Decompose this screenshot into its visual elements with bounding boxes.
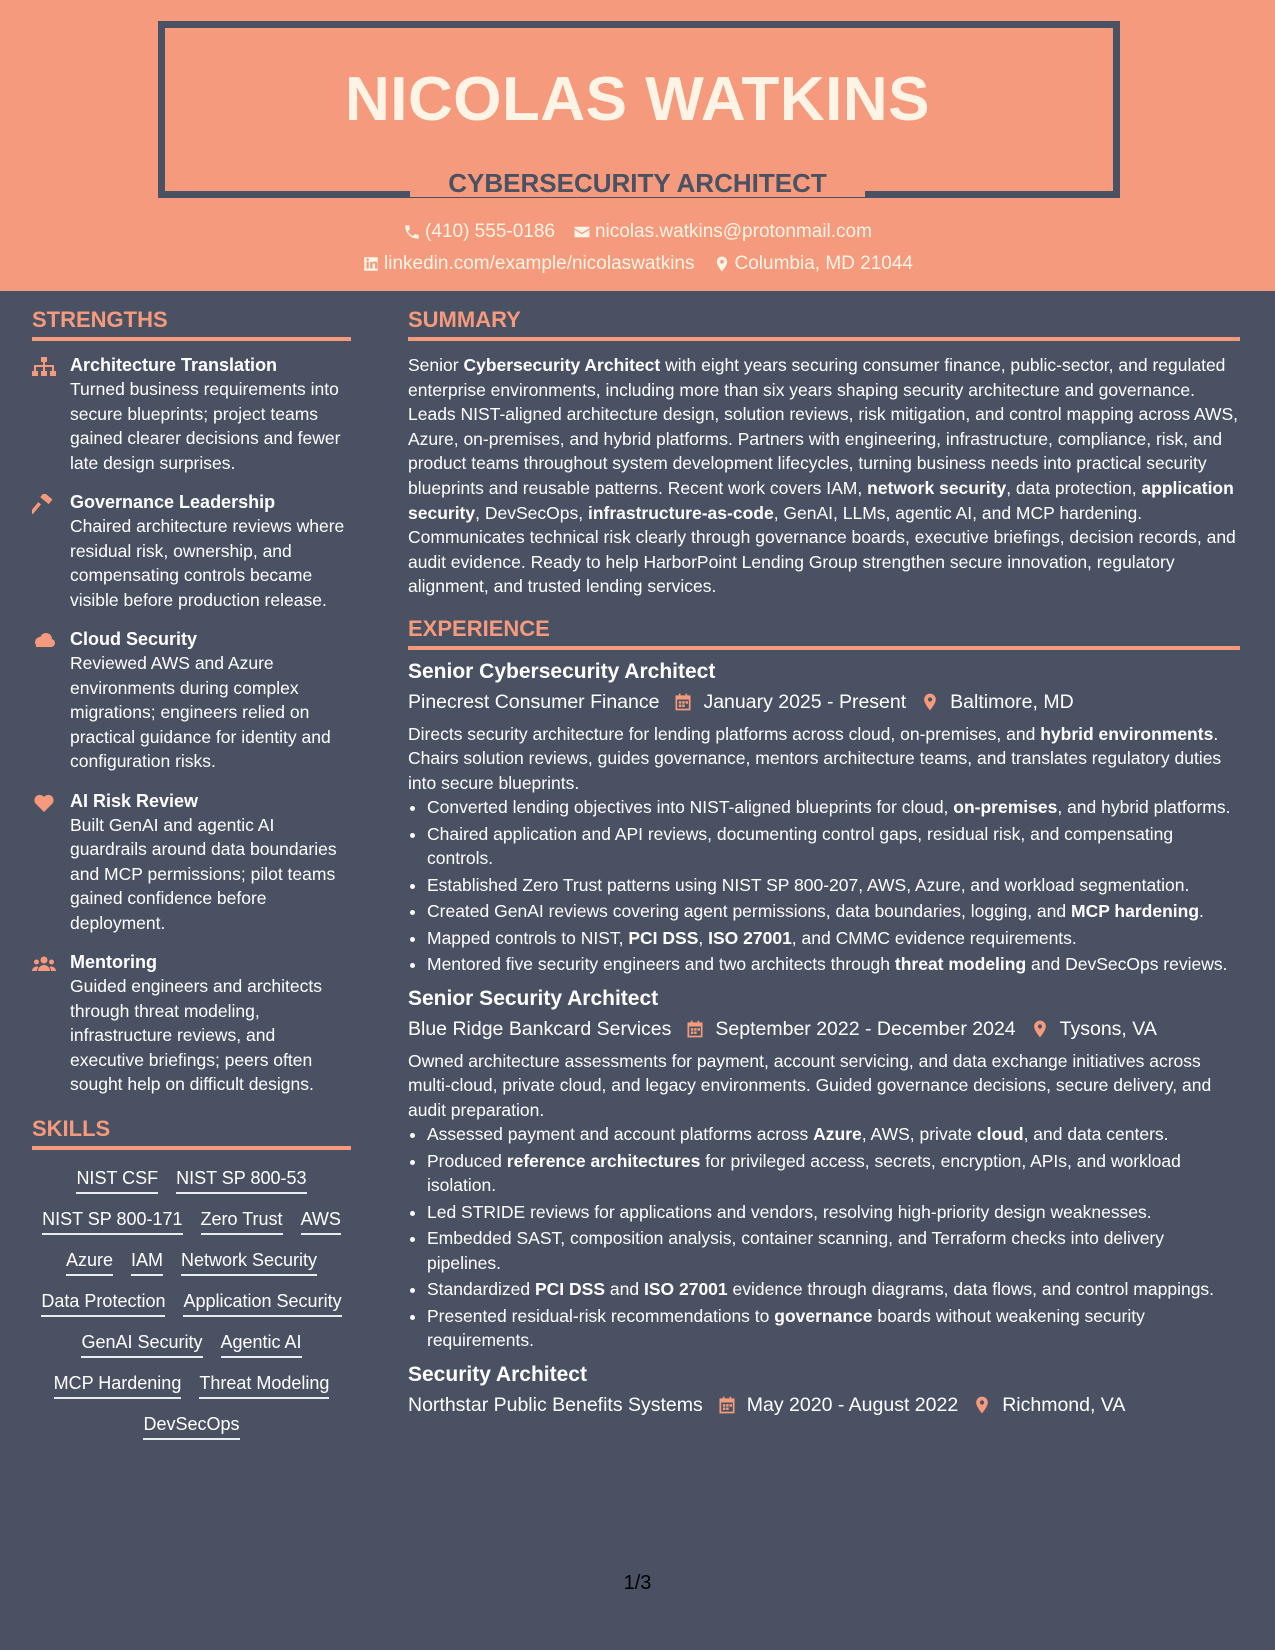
skill-tag: NIST SP 800-171 xyxy=(42,1207,182,1235)
job-bullet xyxy=(427,926,1240,951)
right-column xyxy=(408,306,1240,1425)
strength-desc: Built GenAI and agentic AI guardrails around data boundaries and MCP permissions; pilot teams gained confidence before deployment. xyxy=(70,814,337,933)
job-location: Tysons, VA xyxy=(1059,1017,1157,1040)
job-meta xyxy=(408,1016,1240,1042)
strength-item xyxy=(32,353,351,475)
experience-list xyxy=(408,658,1240,1418)
skill-tag: MCP Hardening xyxy=(54,1371,182,1399)
text-run: Produced xyxy=(427,1150,507,1171)
strength-title: Cloud Security xyxy=(70,629,198,649)
skill-tag: Zero Trust xyxy=(201,1207,283,1235)
location-contact xyxy=(713,252,913,276)
job-position: Senior Cybersecurity Architect xyxy=(408,659,716,683)
job-company: Northstar Public Benefits Systems xyxy=(408,1393,703,1416)
bold-text: ISO 27001 xyxy=(643,1279,728,1300)
strength-item xyxy=(32,490,351,612)
skill-tag: Threat Modeling xyxy=(199,1371,329,1399)
skill-tag: AWS xyxy=(301,1207,341,1235)
strength-item xyxy=(32,789,351,936)
job-company: Pinecrest Consumer Finance xyxy=(408,690,660,713)
phone-contact xyxy=(403,220,555,244)
job-entry xyxy=(408,658,1240,977)
text-run: Chaired application and API reviews, documenting control gaps, residual risk, and compensating controls. xyxy=(427,823,1174,869)
summary-heading: SUMMARY xyxy=(408,306,1240,341)
linkedin-contact xyxy=(362,252,694,276)
text-run: Mapped controls to NIST, xyxy=(427,927,629,948)
job-bullet xyxy=(427,822,1240,871)
envelope-icon xyxy=(573,223,591,241)
heart-icon xyxy=(32,793,56,813)
job-position: Security Architect xyxy=(408,1362,587,1386)
contact-row-2 xyxy=(0,252,1275,276)
users-icon xyxy=(32,954,56,974)
job-meta xyxy=(408,1392,1240,1418)
text-run: Established Zero Trust patterns using NIST SP 800-207, AWS, Azure, and workload segmentation. xyxy=(427,874,1190,895)
text-run: for privileged access, secrets, encryption, APIs, and workload isolation. xyxy=(427,1150,1181,1196)
text-run: boards without weakening security requirements. xyxy=(427,1305,1145,1351)
strength-desc: Turned business requirements into secure blueprints; project teams gained clearer decisions and fewer late design surprises. xyxy=(70,379,341,473)
job-bullets xyxy=(408,795,1240,977)
strength-title: Governance Leadership xyxy=(70,492,276,512)
job-bullet xyxy=(427,1304,1240,1353)
email-address[interactable]: nicolas.watkins@protonmail.com xyxy=(594,221,872,242)
job-bullet xyxy=(427,952,1240,977)
experience-heading: EXPERIENCE xyxy=(408,615,1240,650)
calendar-icon xyxy=(717,1395,737,1415)
location-text: Columbia, MD 21044 xyxy=(734,253,913,274)
skill-tag: Network Security xyxy=(181,1248,317,1276)
job-bullet xyxy=(427,873,1240,898)
bold-text: PCI DSS xyxy=(628,927,699,948)
gavel-icon xyxy=(32,494,56,514)
job-dates: September 2022 - December 2024 xyxy=(715,1017,1016,1040)
text-run: , AWS, private xyxy=(861,1124,977,1145)
map-pin-icon xyxy=(713,255,731,273)
job-bullet xyxy=(427,1200,1240,1225)
text-run: with eight years securing consumer finance, public-sector, and regulated enterprise environments, including more than six years shaping security architecture and governance. Leads NIST-aligned architecture design, solution reviews, risk mitigation, and control mapping across AWS, Azure, on-premises, and hybrid platforms. Partners with engineering, infrastructure, compliance, risk, and product teams throughout system development lifecycles, turning business needs into practical security blueprints and reusable patterns. Recent work covers IAM, xyxy=(408,355,1239,498)
strength-title: AI Risk Review xyxy=(70,790,199,811)
text-run: , and hybrid platforms. xyxy=(1057,797,1231,818)
candidate-name: NICOLAS WATKINS xyxy=(345,65,930,134)
summary-text xyxy=(408,353,1240,599)
skill-tag: Agentic AI xyxy=(221,1330,302,1358)
phone-icon xyxy=(403,223,421,241)
job-bullet xyxy=(427,1277,1240,1302)
skill-tag: Data Protection xyxy=(41,1289,165,1317)
phone-number: (410) 555-0186 xyxy=(425,221,555,242)
text-run: and xyxy=(605,1279,644,1300)
text-run: Assessed payment and account platforms across xyxy=(427,1124,814,1145)
text-run: , and CMMC evidence requirements. xyxy=(791,927,1077,948)
text-run: Senior xyxy=(408,355,464,375)
strengths-heading: STRENGTHS xyxy=(32,306,351,341)
job-dates: January 2025 - Present xyxy=(703,690,907,713)
map-pin-icon xyxy=(1030,1019,1050,1039)
job-bullet xyxy=(427,899,1240,924)
text-run: , data protection, xyxy=(1006,477,1142,498)
text-run: evidence through diagrams, data flows, and control mappings. xyxy=(727,1279,1215,1300)
bold-text: application security xyxy=(408,477,1234,523)
calendar-icon xyxy=(685,1019,705,1039)
map-pin-icon xyxy=(972,1395,992,1415)
text-run: Embedded SAST, composition analysis, container scanning, and Terraform checks into delivery pipelines. xyxy=(427,1228,1164,1273)
text-run: Directs security architecture for lending platforms across cloud, on-premises, and xyxy=(408,723,1041,744)
bold-text: reference architectures xyxy=(506,1150,701,1171)
job-entry xyxy=(408,1361,1240,1418)
strength-title: Mentoring xyxy=(70,952,157,972)
job-dates: May 2020 - August 2022 xyxy=(746,1393,959,1416)
job-position: Senior Security Architect xyxy=(408,986,659,1010)
calendar-icon xyxy=(673,692,693,712)
text-run: . xyxy=(1199,901,1204,922)
summary-section xyxy=(408,353,1240,599)
contact-row-1 xyxy=(0,220,1275,244)
job-bullet xyxy=(427,1122,1240,1147)
bold-text: infrastructure-as-code xyxy=(587,502,774,523)
skill-tag: Azure xyxy=(66,1248,113,1276)
resume-header xyxy=(0,0,1275,291)
cloud-icon xyxy=(32,631,56,651)
bold-text: threat modeling xyxy=(894,954,1027,975)
email-contact xyxy=(573,220,872,244)
job-bullet xyxy=(427,795,1240,820)
strength-desc: Reviewed AWS and Azure environments during complex migrations; engineers relied on practical guidance for identity and configuration risks. xyxy=(70,653,331,771)
job-description xyxy=(408,722,1240,796)
linkedin-url[interactable]: linkedin.com/example/nicolaswatkins xyxy=(384,253,695,274)
text-run: , and data centers. xyxy=(1023,1124,1169,1145)
bold-text: ISO 27001 xyxy=(708,927,792,948)
job-entry xyxy=(408,985,1240,1353)
bold-text: governance xyxy=(774,1305,873,1326)
text-run: , xyxy=(698,927,709,948)
skill-tag: DevSecOps xyxy=(143,1412,239,1440)
job-bullets xyxy=(408,1122,1240,1353)
text-run: Mentored five security engineers and two architects through xyxy=(427,954,895,975)
bold-text: MCP hardening xyxy=(1071,901,1200,922)
skill-tag: GenAI Security xyxy=(81,1330,202,1358)
page-number: 1/3 xyxy=(623,1572,652,1594)
job-meta xyxy=(408,689,1240,715)
bold-text: Cybersecurity Architect xyxy=(463,355,661,375)
strength-item xyxy=(32,627,351,774)
job-bullet xyxy=(427,1226,1240,1275)
skill-tag: IAM xyxy=(131,1248,163,1276)
skill-tag: Application Security xyxy=(183,1289,341,1317)
bold-text: on-premises xyxy=(953,797,1058,818)
linkedin-icon xyxy=(362,255,380,273)
bold-text: network security xyxy=(867,477,1007,498)
job-title-heading: CYBERSECURITY ARCHITECT xyxy=(448,168,827,198)
bold-text: Azure xyxy=(813,1124,862,1145)
strength-item xyxy=(32,950,351,1097)
skill-tag: NIST CSF xyxy=(76,1166,158,1194)
text-run: , DevSecOps, xyxy=(475,502,588,523)
map-pin-icon xyxy=(920,692,940,712)
text-run: and DevSecOps reviews. xyxy=(1026,954,1228,975)
skills-list xyxy=(32,1166,351,1440)
job-location: Richmond, VA xyxy=(1002,1393,1126,1416)
text-run: Led STRIDE reviews for applications and vendors, resolving high-priority design weaknesses. xyxy=(427,1201,1152,1222)
text-run: Presented residual-risk recommendations to xyxy=(427,1305,775,1326)
text-run: , GenAI, LLMs, agentic AI, and MCP hardening. Communicates technical risk clearly through governance boards, executive briefings, decision records, and audit evidence. Ready to help HarborPoint Lending Group strengthen secure innovation, regulatory alignment, and trusted lending services. xyxy=(408,502,1236,597)
job-location: Baltimore, MD xyxy=(950,690,1074,713)
bold-text: PCI DSS xyxy=(535,1279,606,1300)
skill-tag: NIST SP 800-53 xyxy=(176,1166,306,1194)
text-run: Created GenAI reviews covering agent permissions, data boundaries, logging, and xyxy=(427,901,1071,922)
bold-text: cloud xyxy=(976,1124,1024,1145)
text-run: Standardized xyxy=(427,1279,535,1300)
left-column xyxy=(32,306,351,1440)
bold-text: hybrid environments xyxy=(1040,723,1214,744)
job-company: Blue Ridge Bankcard Services xyxy=(408,1017,672,1040)
job-description xyxy=(408,1049,1240,1123)
strength-desc: Guided engineers and architects through threat modeling, infrastructure reviews, and executive briefings; peers often sought help on difficult designs. xyxy=(70,976,322,1094)
text-run: Owned architecture assessments for payment, account servicing, and data exchange initiatives across multi-cloud, private cloud, and legacy environments. Guided governance decisions, secure delivery, and audit preparation. xyxy=(408,1050,1212,1120)
text-run: . Chairs solution reviews, guides governance, mentors architecture teams, and translates regulatory duties into secure blueprints. xyxy=(408,723,1222,793)
sitemap-icon xyxy=(32,357,56,377)
strength-desc: Chaired architecture reviews where residual risk, ownership, and compensating controls became visible before production release. xyxy=(70,516,345,610)
job-bullet xyxy=(427,1149,1240,1198)
strength-title: Architecture Translation xyxy=(70,355,278,375)
skills-heading: SKILLS xyxy=(32,1115,351,1150)
text-run: Converted lending objectives into NIST-aligned blueprints for cloud, xyxy=(427,797,954,818)
